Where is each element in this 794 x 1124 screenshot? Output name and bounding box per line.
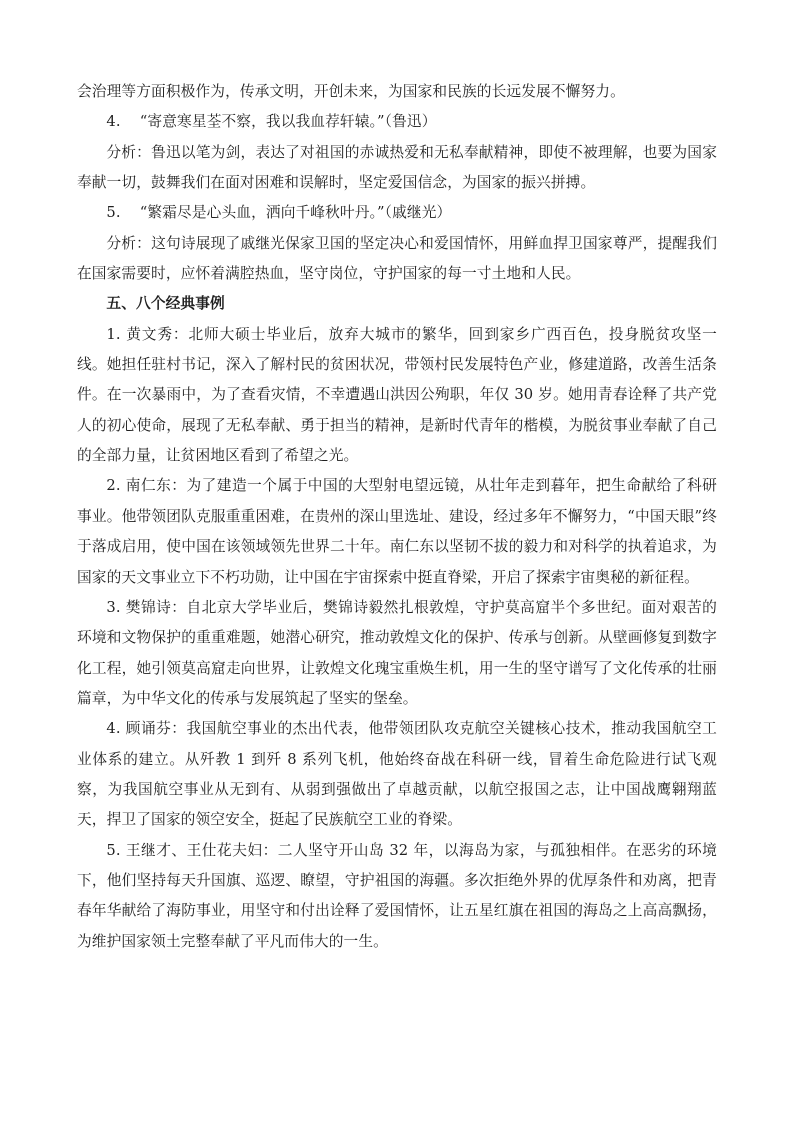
case-item-3: 3. 樊锦诗：自北京大学毕业后，樊锦诗毅然扎根敦煌，守护莫高窟半个多世纪。面对艰苦的环境和文物保护的重重难题，她潜心研究，推动敦煌文化的保护、传承与创新。从壁画修复到数字化工程，她引领莫高窟走向世界，让敦煌文化瑰宝重焕生机，用一生的坚守谱写了文化传承的壮丽篇章，为中华文化的传承与发展筑起了坚实的堡垒。 bbox=[77, 598, 717, 707]
document-page bbox=[77, 77, 717, 957]
continuation-paragraph: 会治理等方面积极作为，传承文明，开创未来，为国家和民族的长远发展不懈努力。 bbox=[77, 83, 625, 100]
quote-4-line: 4. “寄意寒星荃不察，我以我血荐轩辕。”（鲁迅） bbox=[106, 113, 437, 131]
quote-5-analysis: 分析：这句诗展现了戚继光保家卫国的坚定决心和爱国情怀，用鲜血捍卫国家尊严，提醒我们在国家需要时，应怀着满腔热血，坚守岗位，守护国家的每一寸土地和人民。 bbox=[77, 234, 717, 283]
case-item-2: 2. 南仁东：为了建造一个属于中国的大型射电望远镜，从壮年走到暮年，把生命献给了科研事业。他带领团队克服重重困难，在贵州的深山里选址、建设，经过多年不懈努力，“中国天眼”终于落成启用，使中国在该领域领先世界二十年。南仁东以坚韧不拔的毅力和对科学的执着追求，为国家的天文事业立下不朽功勋，让中国在宇宙探索中挺直脊梁，开启了探索宇宙奥秘的新征程。 bbox=[77, 477, 717, 586]
case-item-5: 5. 王继才、王仕花夫妇：二人坚守开山岛 32 年，以海岛为家，与孤独相伴。在恶劣的环境下，他们坚持每天升国旗、巡逻、瞭望，守护祖国的海疆。多次拒绝外界的优厚条件和劝离，把青春年华献给了海防事业，用坚守和付出诠释了爱国情怀，让五星红旗在祖国的海岛之上高高飘扬，为维护国家领土完整奉献了平凡而伟大的一生。 bbox=[77, 841, 717, 950]
section-heading: 五、八个经典事例 bbox=[106, 295, 225, 313]
case-item-4: 4. 顾诵芬：我国航空事业的杰出代表，他带领团队攻克航空关键核心技术，推动我国航空工业体系的建立。从歼教 1 到歼 8 系列飞机，他始终奋战在科研一线，冒着生命危险进行试飞观察，为我国航空事业从无到有、从弱到强做出了卓越贡献，以航空报国之志，让中国战鹰翱翔蓝天，捍卫了国家的领空安全，挺起了民族航空工业的脊梁。 bbox=[77, 720, 717, 829]
quote-5-line: 5. “繁霜尽是心头血，洒向千峰秋叶丹。”（戚继光） bbox=[106, 204, 452, 222]
quote-4-analysis: 分析：鲁迅以笔为剑，表达了对祖国的赤诚热爱和无私奉献精神，即使不被理解，也要为国家奉献一切，鼓舞我们在面对困难和误解时，坚定爱国信念，为国家的振兴拼搏。 bbox=[77, 143, 717, 192]
case-item-1: 1. 黄文秀：北师大硕士毕业后，放弃大城市的繁华，回到家乡广西百色，投身脱贫攻坚一线。她担任驻村书记，深入了解村民的贫困状况，带领村民发展特色产业，修建道路，改善生活条件。在一次暴雨中，为了查看灾情，不幸遭遇山洪因公殉职，年仅 30 岁。她用青春诠释了共产党人的初心使命，展现了无私奉献、勇于担当的精神，是新时代青年的楷模，为脱贫事业奉献了自己的全部力量，让贫困地区看到了希望之光。 bbox=[77, 325, 717, 465]
